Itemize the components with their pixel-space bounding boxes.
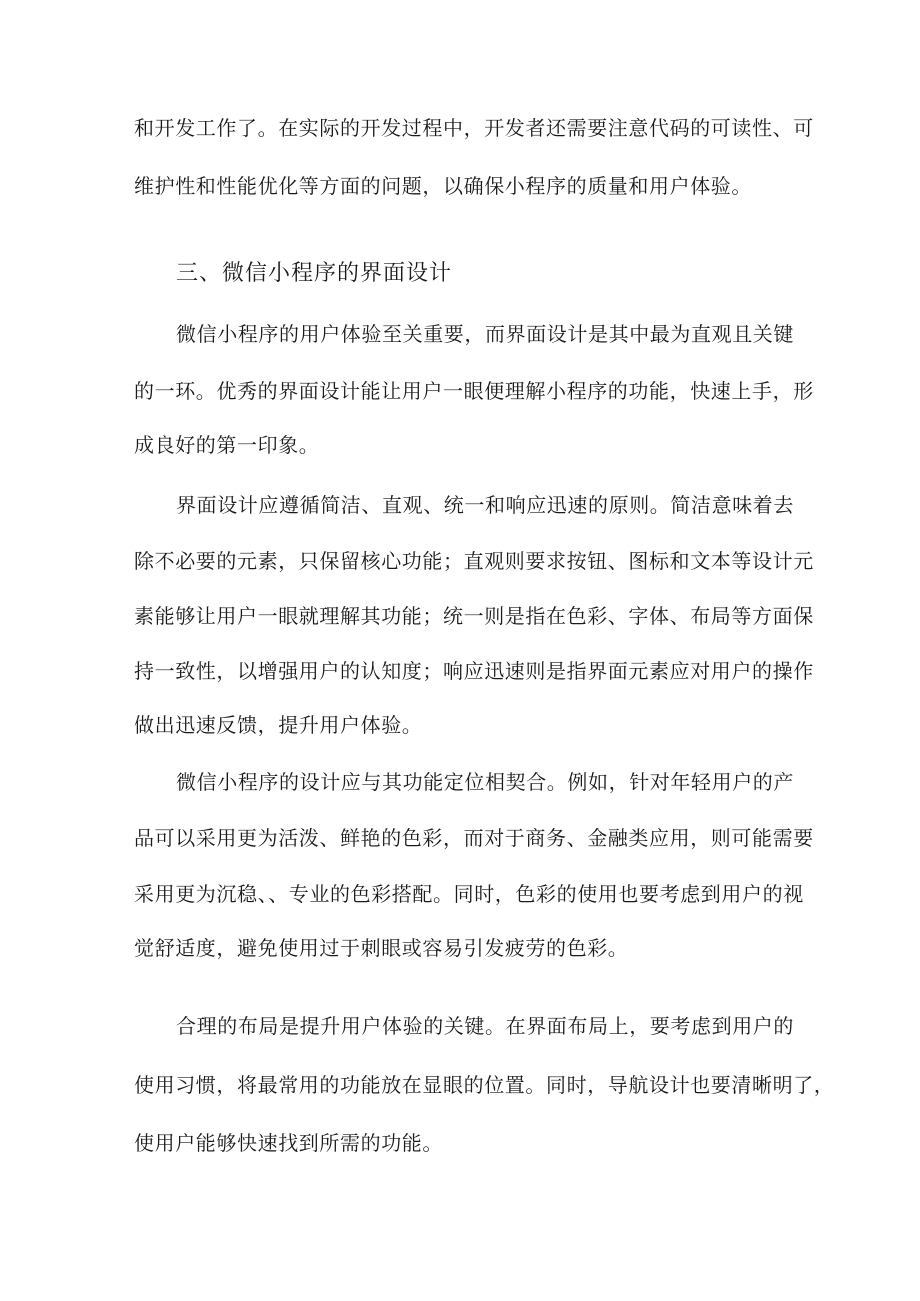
paragraph-line: 品可以采用更为活泼、鲜艳的色彩，而对于商务、金融类应用，则可能需要 [134, 826, 814, 850]
paragraph-line: 和开发工作了。在实际的开发过程中，开发者还需要注意代码的可读性、可 [134, 116, 814, 140]
paragraph-line: 的一环。优秀的界面设计能让用户一眼便理解小程序的功能，快速上手，形 [134, 379, 814, 403]
paragraph-line: 微信小程序的设计应与其功能定位相契合。例如，针对年轻用户的产 [176, 770, 794, 794]
paragraph-line: 合理的布局是提升用户体验的关键。在界面布局上，要考虑到用户的 [176, 1014, 794, 1038]
paragraph-line: 觉舒适度，避免使用过于刺眼或容易引发疲劳的色彩。 [134, 936, 629, 960]
paragraph-line: 维护性和性能优化等方面的问题，以确保小程序的质量和用户体验。 [134, 174, 752, 198]
paragraph-line: 采用更为沉稳、、专业的色彩搭配。同时，色彩的使用也要考虑到用户的视 [134, 882, 804, 906]
paragraph-line: 界面设计应遵循简洁、直观、统一和响应迅速的原则。简洁意味着去 [176, 493, 794, 517]
paragraph-line: 使用习惯，将最常用的功能放在显眼的位置。同时，导航设计也要清晰明了， [134, 1073, 835, 1097]
paragraph-line: 成良好的第一印象。 [134, 433, 320, 457]
paragraph-line: 做出迅速反馈，提升用户体验。 [134, 713, 423, 737]
paragraph-line: 微信小程序的用户体验至关重要，而界面设计是其中最为直观且关键 [176, 322, 794, 346]
section-heading: 三、微信小程序的界面设计 [176, 261, 453, 286]
paragraph-line: 除不必要的元素，只保留核心功能；直观则要求按钮、图标和文本等设计元 [134, 549, 814, 573]
paragraph-line: 使用户能够快速找到所需的功能。 [134, 1131, 443, 1155]
paragraph-line: 持一致性，以增强用户的认知度；响应迅速则是指界面元素应对用户的操作 [134, 659, 814, 683]
paragraph-line: 素能够让用户一眼就理解其功能；统一则是指在色彩、字体、布局等方面保 [134, 604, 814, 628]
